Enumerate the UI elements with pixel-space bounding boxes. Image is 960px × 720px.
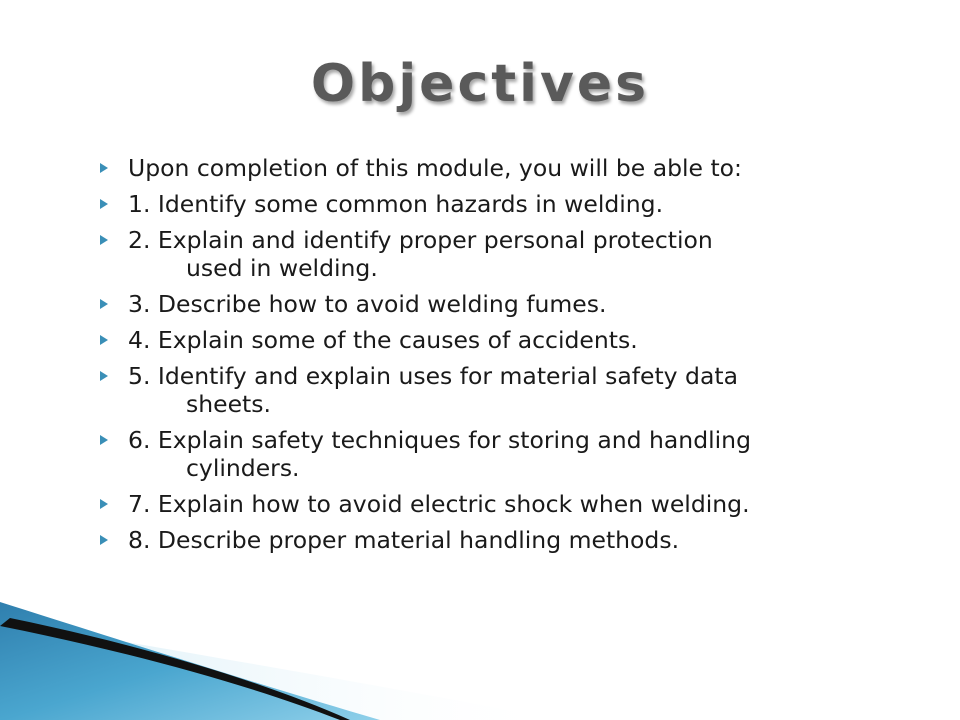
objective-text: [128, 426, 920, 482]
bullet-arrow-icon: [100, 235, 108, 245]
objective-line: 2. Explain and identify proper personal protection: [128, 226, 713, 254]
bullet-arrow-icon: [100, 535, 108, 545]
objective-continuation-line: used in welding.: [186, 254, 378, 282]
objective-continuation-line: cylinders.: [186, 454, 300, 482]
objective-text: [128, 154, 920, 182]
objective-item: [100, 326, 920, 354]
objective-item: [100, 290, 920, 318]
bullet-arrow-icon: [100, 299, 108, 309]
objective-line: 1. Identify some common hazards in welding.: [128, 190, 664, 218]
bullet-arrow-icon: [100, 435, 108, 445]
bullet-arrow-icon: [100, 199, 108, 209]
objective-text: [128, 526, 920, 554]
objective-line: 5. Identify and explain uses for material safety data: [128, 362, 738, 390]
objective-text: [128, 490, 920, 518]
objective-line: Upon completion of this module, you will be able to:: [128, 154, 742, 182]
objective-text: [128, 190, 920, 218]
objective-line: 8. Describe proper material handling methods.: [128, 526, 680, 554]
objective-text: [128, 226, 920, 282]
objective-line: 4. Explain some of the causes of accidents.: [128, 326, 638, 354]
bullet-arrow-icon: [100, 335, 108, 345]
objective-item: [100, 362, 920, 418]
objective-item: [100, 426, 920, 482]
objective-item: [100, 226, 920, 282]
objectives-list: [100, 154, 920, 562]
bullet-arrow-icon: [100, 371, 108, 381]
objective-item: [100, 526, 920, 554]
objective-item: [100, 190, 920, 218]
objective-line: 6. Explain safety techniques for storing and handling: [128, 426, 751, 454]
slide-title: Objectives: [310, 54, 650, 114]
objective-item: [100, 154, 920, 182]
objective-line: 3. Describe how to avoid welding fumes.: [128, 290, 607, 318]
bullet-arrow-icon: [100, 163, 108, 173]
objective-line: 7. Explain how to avoid electric shock when welding.: [128, 490, 750, 518]
objective-continuation-line: sheets.: [186, 390, 271, 418]
bullet-arrow-icon: [100, 499, 108, 509]
decorative-swoosh: [0, 560, 960, 720]
objective-item: [100, 490, 920, 518]
objective-text: [128, 290, 920, 318]
objective-text: [128, 326, 920, 354]
objective-text: [128, 362, 920, 418]
